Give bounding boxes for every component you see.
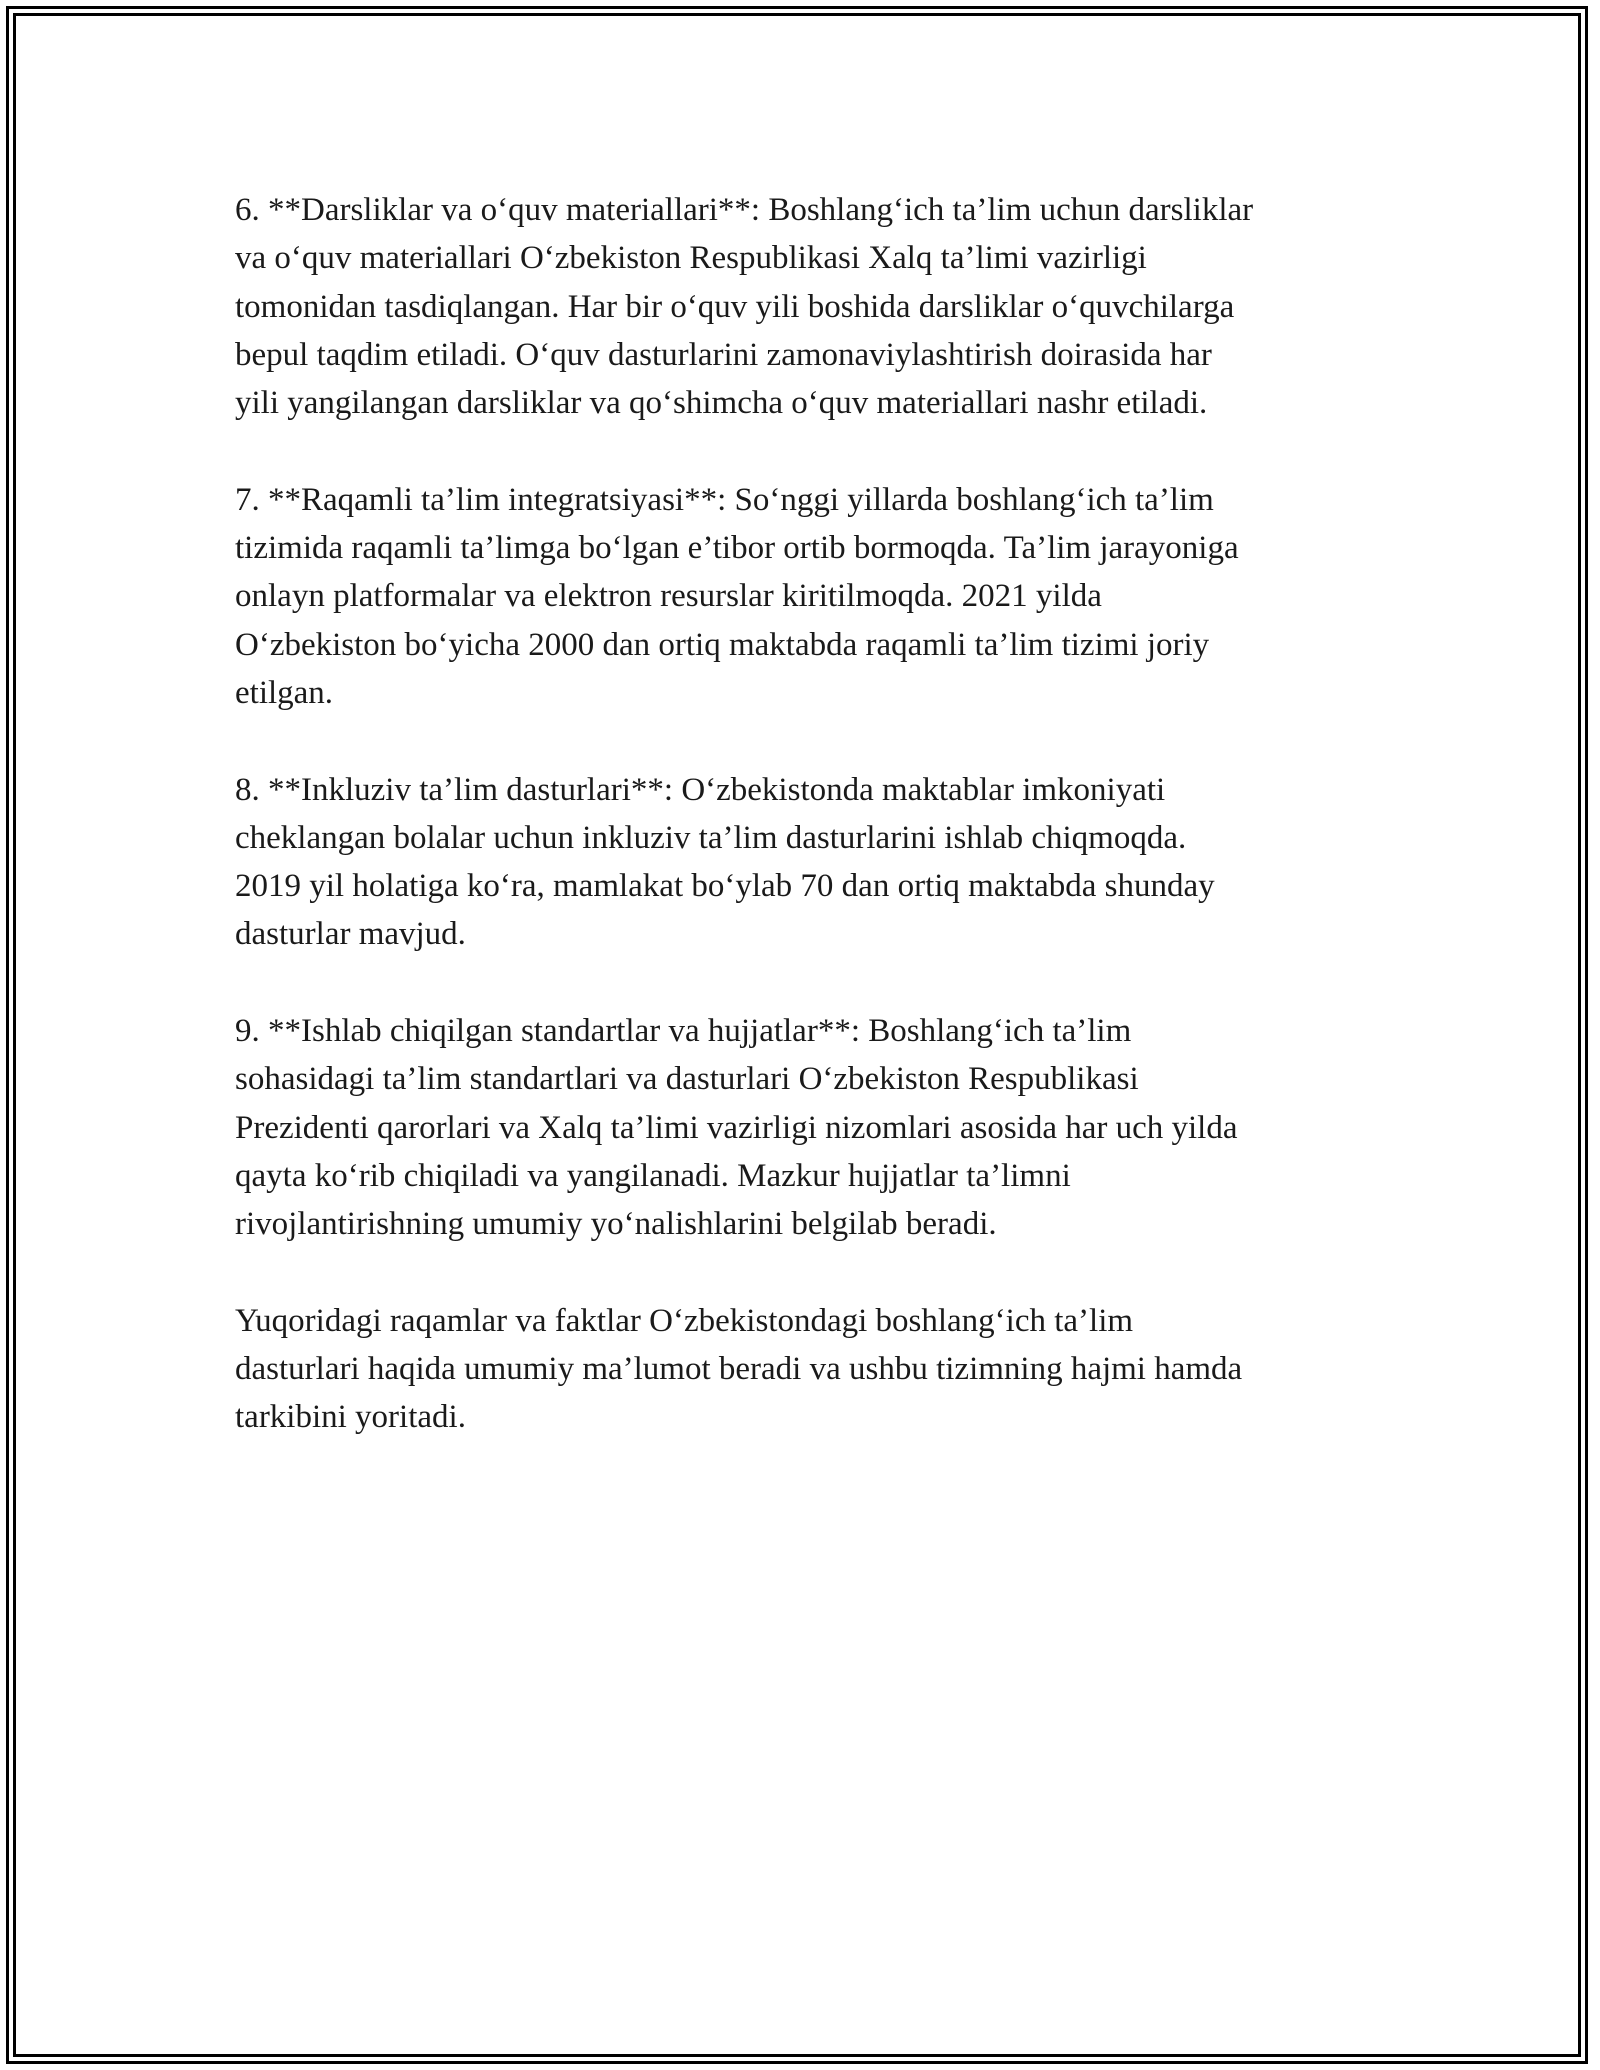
text-line: Prezidenti qarorlari va Xalq ta’limi vazirligi nizomlari asosida har uch yilda	[235, 1109, 1238, 1146]
text-line: sohasidagi ta’lim standartlari va dasturlari O‘zbekiston Respublikasi	[235, 1061, 1139, 1098]
text-line: onlayn platformalar va elektron resurslar kiritilmoqda. 2021 yilda	[235, 578, 1102, 615]
text-line: 7. **Raqamli ta’lim integratsiyasi**: So‘nggi yillarda boshlang‘ich ta’lim	[235, 481, 1214, 518]
text-line: 9. **Ishlab chiqilgan standartlar va hujjatlar**: Boshlang‘ich ta’lim	[235, 1013, 1132, 1050]
text-line: yili yangilangan darsliklar va qo‘shimcha o‘quv materiallari nashr etiladi.	[235, 385, 1208, 422]
text-line: 8. **Inkluziv ta’lim dasturlari**: O‘zbekistonda maktablar imkoniyati	[235, 771, 1166, 808]
paragraph-item-6-textbooks	[235, 186, 1395, 427]
text-line: dasturlar mavjud.	[235, 916, 466, 953]
text-line: Yuqoridagi raqamlar va faktlar O‘zbekistondagi boshlang‘ich ta’lim	[235, 1302, 1134, 1339]
text-line: tizimida raqamli ta’limga bo‘lgan e’tibor ortib bormoqda. Ta’lim jarayoniga	[235, 530, 1239, 567]
paragraph-item-9-standards	[235, 1007, 1395, 1248]
text-line: O‘zbekiston bo‘yicha 2000 dan ortiq maktabda raqamli ta’lim tizimi joriy	[235, 626, 1210, 663]
text-line: qayta ko‘rib chiqiladi va yangilanadi. Mazkur hujjatlar ta’limni	[235, 1157, 1071, 1194]
paragraph-item-8-inclusive-education	[235, 766, 1395, 959]
text-line: 2019 yil holatiga ko‘ra, mamlakat bo‘ylab 70 dan ortiq maktabda shunday	[235, 868, 1215, 905]
text-line: etilgan.	[235, 674, 334, 711]
text-line: rivojlantirishning umumiy yo‘nalishlarini belgilab beradi.	[235, 1206, 997, 1243]
text-line: cheklangan bolalar uchun inkluziv ta’lim dasturlarini ishlab chiqmoqda.	[235, 819, 1187, 856]
paragraph-conclusion	[235, 1297, 1395, 1442]
document-body	[235, 186, 1395, 1490]
text-line: tomonidan tasdiqlangan. Har bir o‘quv yili boshida darsliklar o‘quvchilarga	[235, 288, 1235, 325]
text-line: tarkibini yoritadi.	[235, 1399, 466, 1436]
text-line: bepul taqdim etiladi. O‘quv dasturlarini zamonaviylashtirish doirasida har	[235, 336, 1212, 373]
paragraph-item-7-digital-education	[235, 476, 1395, 717]
text-line: 6. **Darsliklar va o‘quv materiallari**: Boshlang‘ich ta’lim uchun darsliklar	[235, 192, 1254, 228]
text-line: dasturlari haqida umumiy ma’lumot beradi va ushbu tizimning hajmi hamda	[235, 1351, 1243, 1388]
text-line: va o‘quv materiallari O‘zbekiston Respublikasi Xalq ta’limi vazirligi	[235, 240, 1147, 277]
